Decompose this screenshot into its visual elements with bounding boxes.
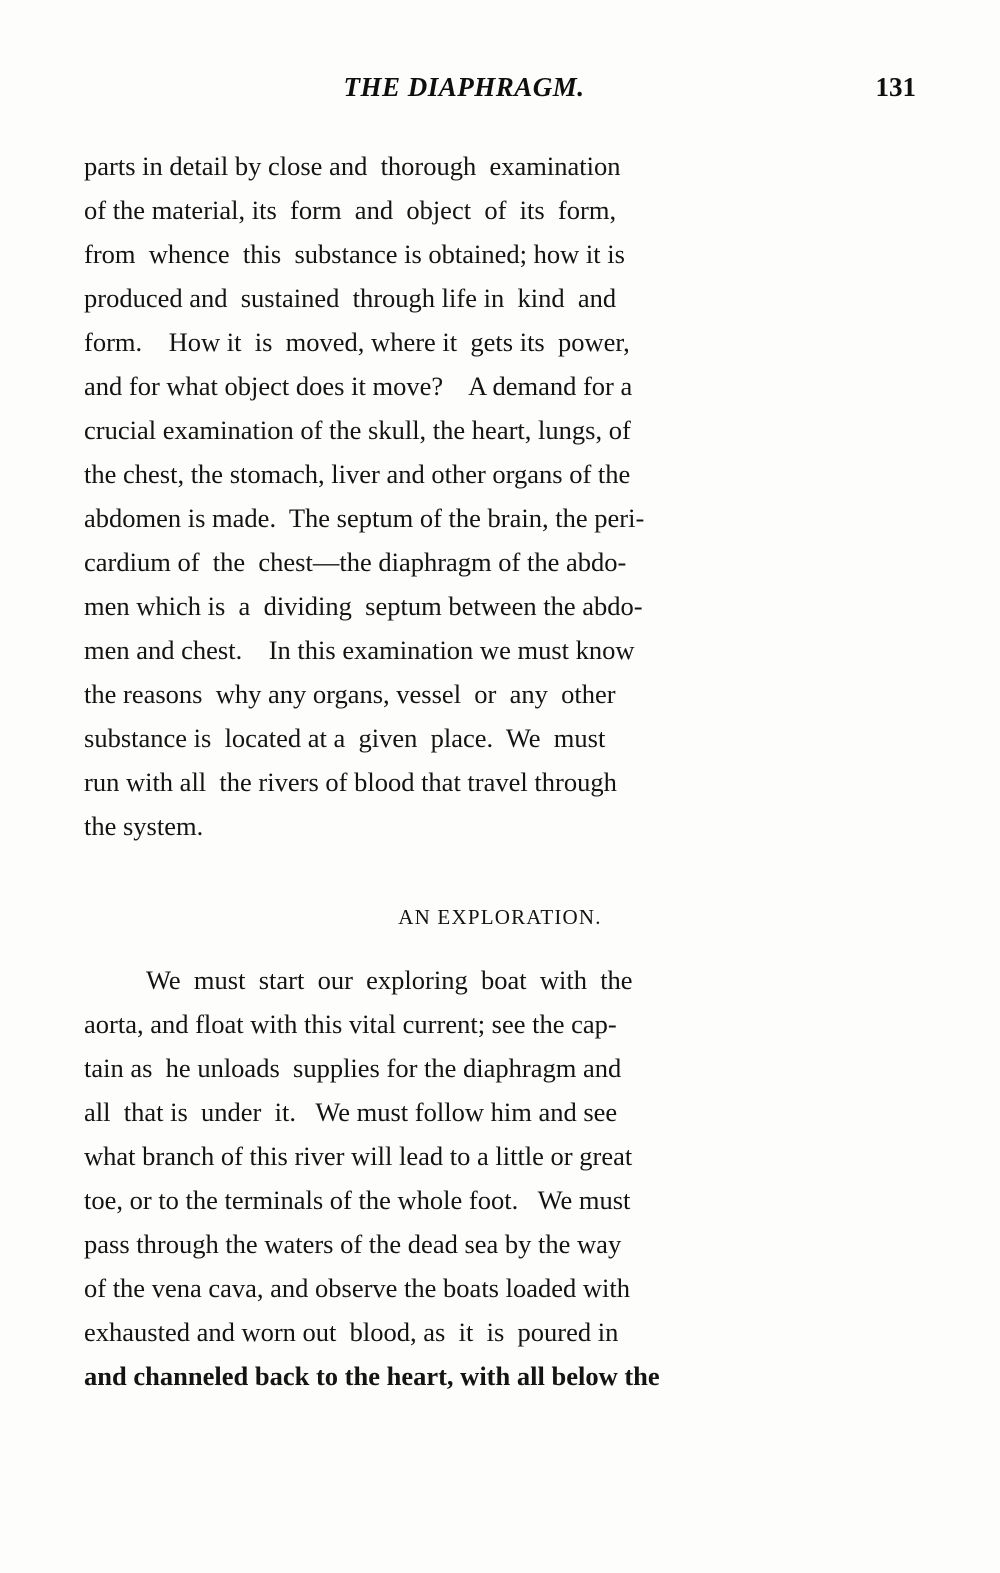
text-line: toe, or to the terminals of the whole foot. We must — [84, 1185, 631, 1215]
text-line: from whence this substance is obtained; how it is — [84, 239, 625, 269]
paragraph-exploration — [84, 958, 916, 1398]
text-line: what branch of this river will lead to a little or great — [84, 1141, 633, 1171]
running-title: THE DIAPHRAGM. — [343, 72, 585, 102]
text-line: the chest, the stomach, liver and other organs of the — [84, 459, 631, 489]
text-line: all that is under it. We must follow him and see — [84, 1097, 618, 1127]
text-line: men and chest. In this examination we must know — [84, 635, 635, 665]
text-line: form. How it is moved, where it gets its power, — [84, 327, 630, 357]
text-line: produced and sustained through life in kind and — [84, 283, 617, 313]
page-number: 131 — [875, 72, 916, 102]
text-line: We must start our exploring boat with the — [146, 965, 633, 995]
page-header — [84, 72, 916, 112]
paragraph-continued — [84, 144, 916, 848]
text-line: abdomen is made. The septum of the brain, the peri- — [84, 503, 645, 533]
text-line: cardium of the chest—the diaphragm of the abdo- — [84, 547, 627, 577]
text-line: men which is a dividing septum between the abdo- — [84, 591, 643, 621]
section-heading: AN EXPLORATION. — [398, 905, 602, 929]
text-line: and for what object does it move? A demand for a — [84, 371, 633, 401]
text-line: pass through the waters of the dead sea by the way — [84, 1229, 622, 1259]
text-line: of the vena cava, and observe the boats loaded with — [84, 1273, 630, 1303]
text-line: the reasons why any organs, vessel or any other — [84, 679, 616, 709]
text-line: the system. — [84, 811, 204, 841]
text-line: parts in detail by close and thorough examination — [84, 151, 621, 181]
text-line: of the material, its form and object of its form, — [84, 195, 617, 225]
text-line: crucial examination of the skull, the heart, lungs, of — [84, 415, 631, 445]
text-line: run with all the rivers of blood that travel through — [84, 767, 617, 797]
text-line: aorta, and float with this vital current; see the cap- — [84, 1009, 617, 1039]
text-line: and channeled back to the heart, with all below the — [84, 1361, 660, 1391]
text-line: exhausted and worn out blood, as it is poured in — [84, 1317, 619, 1347]
text-line: substance is located at a given place. We must — [84, 723, 606, 753]
text-line: tain as he unloads supplies for the diaphragm and — [84, 1053, 622, 1083]
